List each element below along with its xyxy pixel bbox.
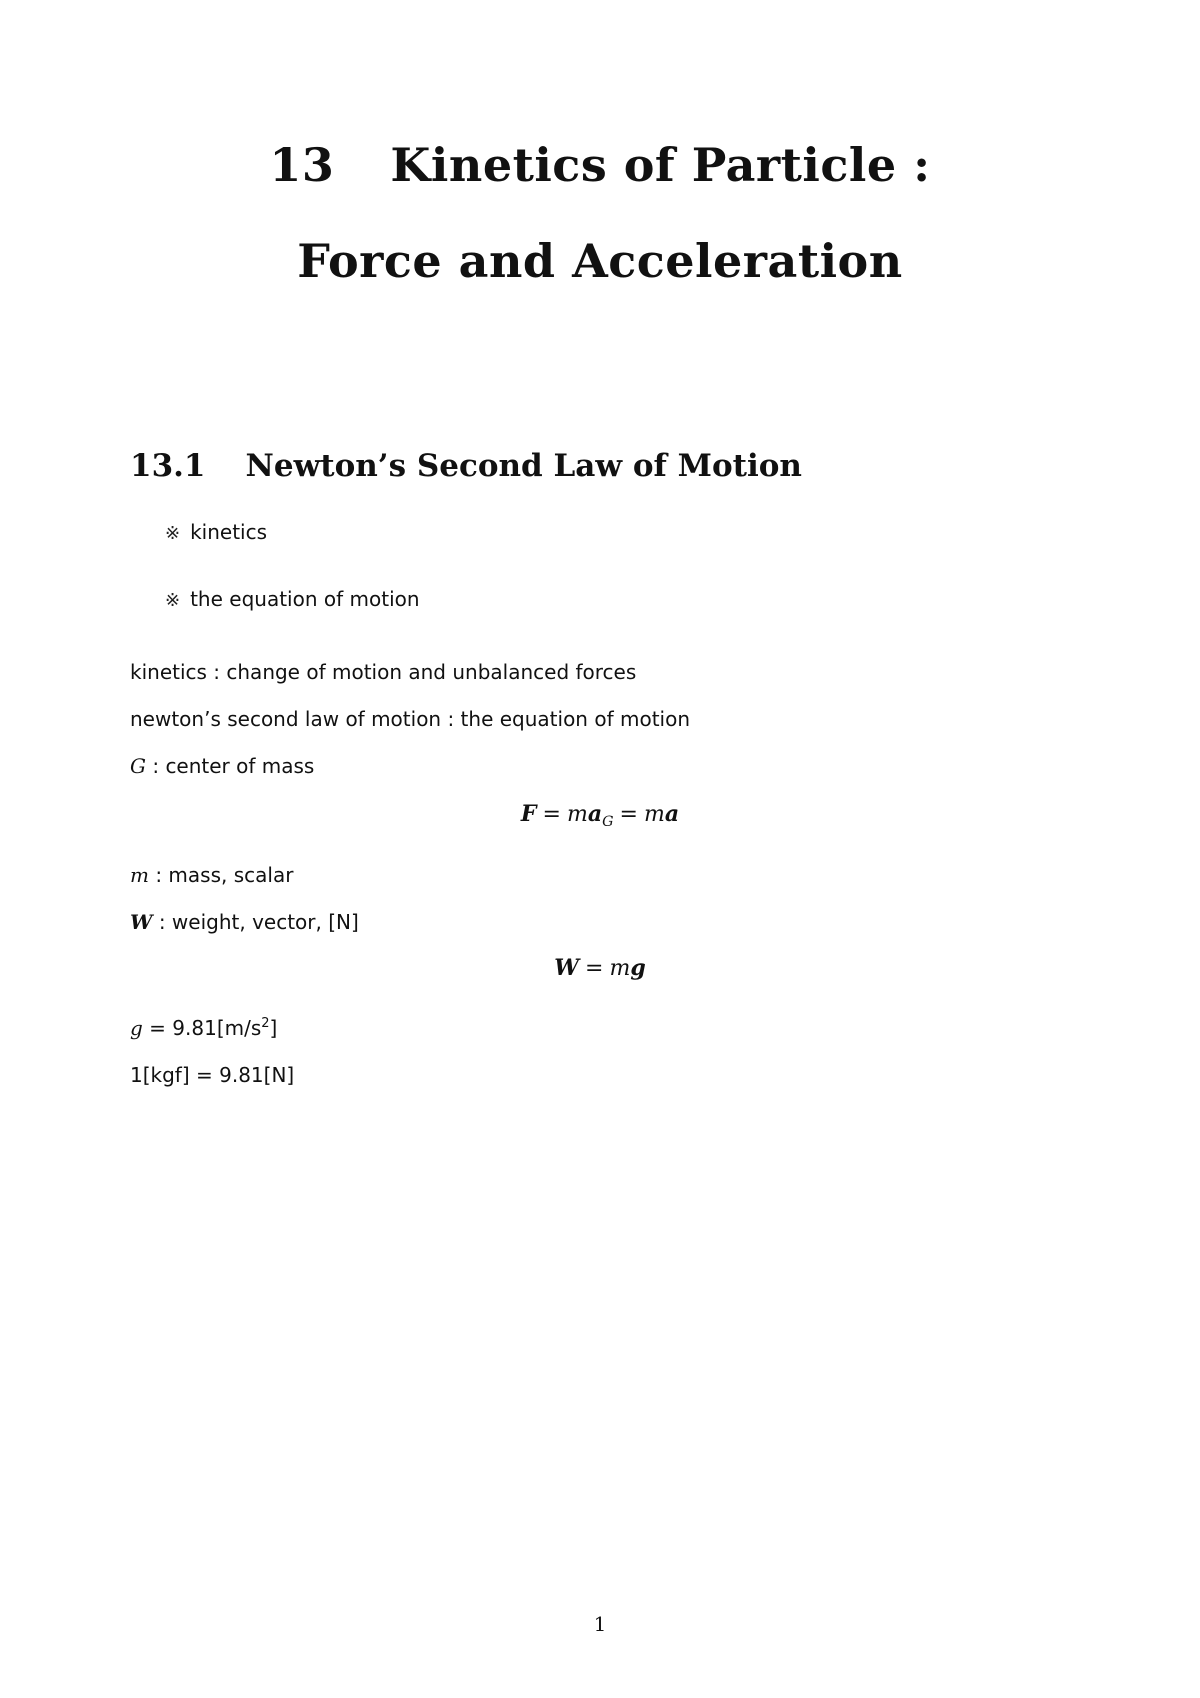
gravity-value [130, 1016, 277, 1040]
newton-law-definition: newton’s second law of motion : the equation of motion [130, 707, 690, 731]
equation-newton [0, 801, 1200, 830]
definition-text: : center of mass [145, 754, 315, 778]
symbol-F: F [520, 801, 537, 827]
center-of-mass-definition [130, 754, 314, 778]
equals-sign: = [619, 802, 638, 827]
chapter-title-text: Kinetics of Particle : [390, 138, 931, 192]
bullet-item [165, 520, 267, 544]
section-title-text: Newton’s Second Law of Motion [245, 448, 802, 484]
weight-definition [130, 910, 359, 934]
symbol-m: m [643, 802, 665, 827]
bullet-text: the equation of motion [190, 587, 420, 611]
symbol-m: m [130, 863, 149, 887]
symbol-g: g [630, 955, 646, 981]
chapter-title-line1 [0, 138, 1200, 192]
section-heading [130, 448, 802, 484]
kinetics-definition: kinetics : change of motion and unbalanced forces [130, 660, 637, 684]
page-number: 1 [593, 1612, 607, 1636]
equals-sign: = [542, 802, 561, 827]
symbol-W: W [130, 910, 153, 934]
symbol-a: a [587, 801, 603, 827]
exponent: 2 [261, 1016, 270, 1032]
bullet-text: kinetics [190, 520, 268, 544]
reference-mark-icon: ※ [165, 523, 181, 544]
bullet-item [165, 587, 420, 611]
section-number: 13.1 [130, 448, 206, 484]
symbol-m: m [609, 956, 631, 981]
symbol-a: a [664, 801, 680, 827]
kgf-conversion: 1[kgf] = 9.81[N] [130, 1063, 295, 1087]
symbol-W: W [554, 955, 579, 981]
equals-sign: = [585, 956, 604, 981]
equation-weight [0, 955, 1200, 981]
symbol-m: m [566, 802, 588, 827]
chapter-title-line2: Force and Acceleration [297, 234, 903, 288]
definition-text: : mass, scalar [148, 863, 294, 887]
reference-mark-icon: ※ [165, 590, 181, 611]
symbol-G: G [130, 754, 146, 778]
bracket-close: ] [269, 1016, 278, 1040]
subscript-G: G [602, 814, 614, 830]
mass-definition [130, 863, 293, 887]
gravity-value-text: = 9.81[m/s [142, 1016, 262, 1040]
definition-text: : weight, vector, [N] [152, 910, 359, 934]
symbol-g: g [130, 1016, 143, 1040]
chapter-number: 13 [269, 138, 335, 192]
